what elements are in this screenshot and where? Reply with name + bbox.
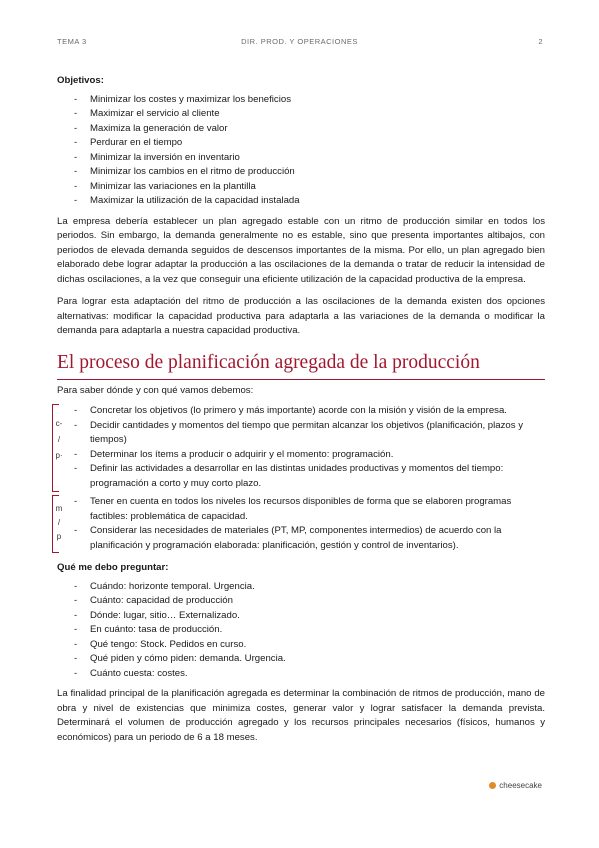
handwritten-mark: p· <box>55 451 63 460</box>
paragraph-adaptacion: Para lograr esta adaptación del ritmo de producción a las oscilaciones de la demanda existen dos opciones alternativas: modificar la capacidad productiva para adaptarla a las variaciones de la demanda o modificar la demanda para adaptarla a nuestra capacidad productiva. <box>57 296 545 336</box>
page-number: 2 <box>538 37 543 46</box>
list-item: - Dónde: lugar, sitio… Externalizado. <box>57 609 545 624</box>
preguntas-list <box>57 580 545 682</box>
list-item: - Minimizar los cambios en el ritmo de producción <box>57 165 545 180</box>
list-item: - Qué piden y cómo piden: demanda. Urgencia. <box>57 652 545 667</box>
list-item: - Decidir cantidades y momentos del tiempo que permitan alcanzar los objetivos (planificación, plazos y tiempos) <box>57 419 545 448</box>
list-item: - Cuánto: capacidad de producción <box>57 594 545 609</box>
list-item: - Maximizar el servicio al cliente <box>57 107 545 122</box>
preguntas-title: Qué me debo preguntar: <box>57 562 169 573</box>
handwritten-mark: m <box>55 504 63 513</box>
process-list-group-a <box>57 404 545 491</box>
list-item: - Qué tengo: Stock. Pedidos en curso. <box>57 638 545 653</box>
list-item: - Cuánto cuesta: costes. <box>57 667 545 682</box>
handwritten-mark: / <box>57 518 61 527</box>
list-item: - Determinar los ítems a producir o adquirir y el momento: programación. <box>57 448 545 463</box>
handwritten-mark: c- <box>55 419 63 428</box>
process-list-group-b <box>57 495 545 553</box>
list-item: - Maximizar la utilización de la capacidad instalada <box>57 194 545 209</box>
list-item: - Minimizar las variaciones en la plantilla <box>57 180 545 195</box>
list-item: - Considerar las necesidades de materiales (PT, MP, componentes intermedios) de acuerdo con la planificación y programación elaborada: planificación, gestión y control de inventarios). <box>57 524 545 553</box>
handwritten-mark: / <box>57 435 61 444</box>
list-item: - Tener en cuenta en todos los niveles los recursos disponibles de forma que se elaboren programas factibles: problemática de capacidad. <box>57 495 545 524</box>
header-topic: TEMA 3 <box>57 37 87 46</box>
list-item: - Minimizar la inversión en inventario <box>57 151 545 166</box>
list-item: - Perdurar en el tiempo <box>57 136 545 151</box>
handwritten-mark: p <box>56 532 62 541</box>
list-item: - Concretar los objetivos (lo primero y más importante) acorde con la misión y visión de la empresa. <box>57 404 545 419</box>
list-item: - Definir las actividades a desarrollar en las distintas unidades productivas y momentos del tiempo: programación a corto y muy corto plazo. <box>57 462 545 491</box>
list-item: - Maximiza la generación de valor <box>57 122 545 137</box>
cheesecake-logo-icon <box>489 782 496 789</box>
section-intro: Para saber dónde y con qué vamos debemos: <box>57 384 254 396</box>
list-item: - Cuándo: horizonte temporal. Urgencia. <box>57 580 545 595</box>
objetivos-title: Objetivos: <box>57 75 104 86</box>
header-course: DIR. PROD. Y OPERACIONES <box>241 37 358 46</box>
paragraph-finalidad: La finalidad principal de la planificación agregada es determinar la combinación de ritmos de producción, mano de obra y nivel de existencias que minimiza costes, generar valor y lograr satisfacer la demanda prevista. Determinará el volumen de producción agregado y los recursos principales necesarios (físicos, humanos y económicos) para un periodo de 6 a 18 meses. <box>57 688 545 743</box>
objetivos-list <box>57 93 545 209</box>
logo-text: cheesecake <box>499 781 542 790</box>
list-item: - En cuánto: tasa de producción. <box>57 623 545 638</box>
paragraph-plan-estable: La empresa debería establecer un plan agregado estable con un ritmo de producción similar en todos los periodos. Sin embargo, la demanda generalmente no es estable, sino que presenta importantes altibajos, con periodos de elevada demanda seguidos de descensos importantes de la misma. Por ello, un plan agregado bien elaborado debe lograr adaptar la producción a las oscilaciones de la demanda o tratar de reducir la intensidad de dichas oscilaciones, a la vez que conseguir una eficiente utilización de la capacidad productiva de la empresa. <box>57 215 545 285</box>
section-heading: El proceso de planificación agregada de la producción <box>57 351 545 380</box>
list-item: - Minimizar los costes y maximizar los beneficios <box>57 93 545 108</box>
page-body <box>57 74 545 753</box>
cheesecake-logo <box>489 781 542 790</box>
